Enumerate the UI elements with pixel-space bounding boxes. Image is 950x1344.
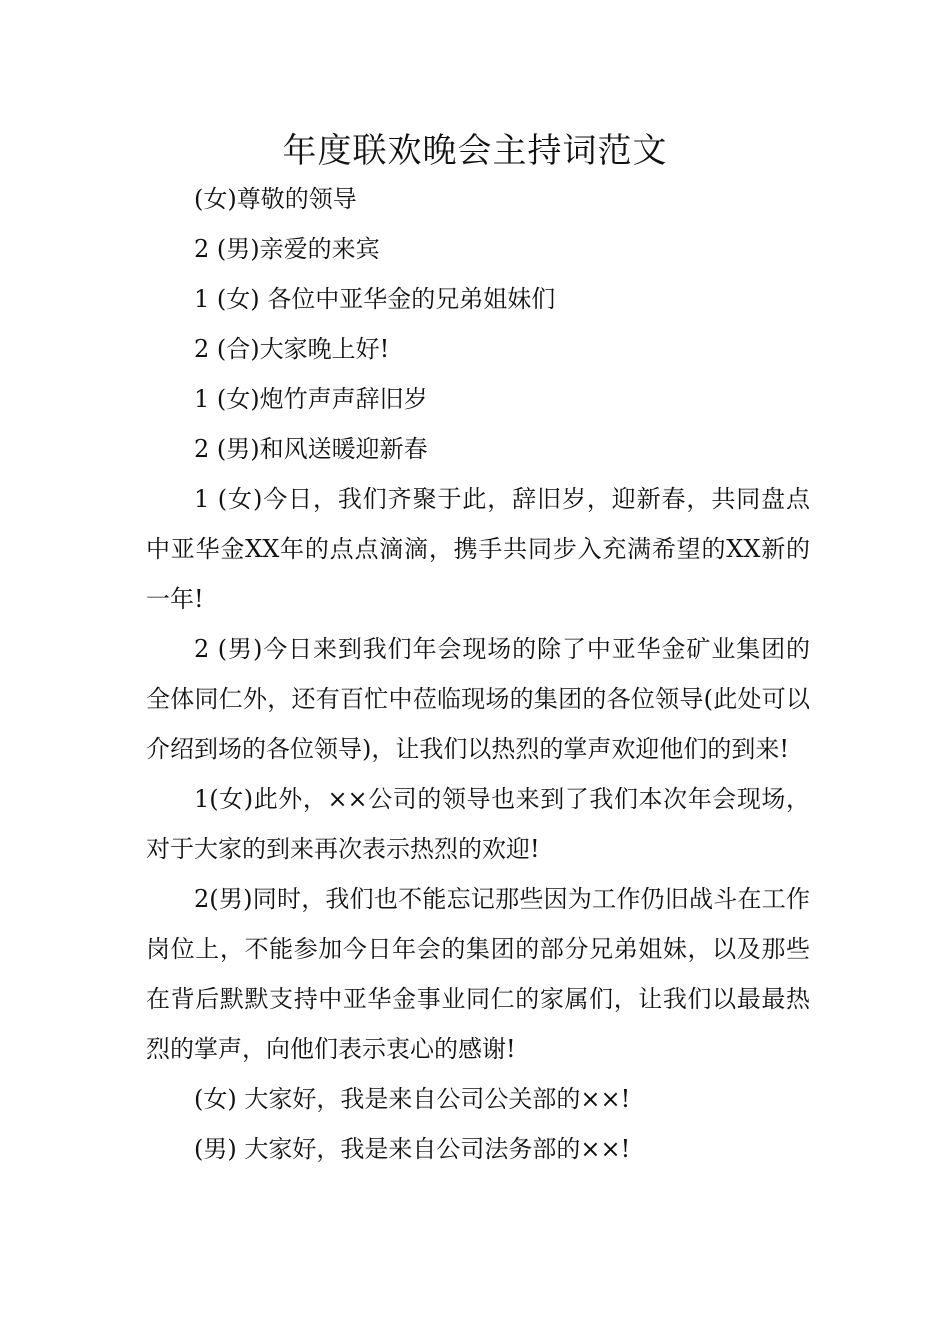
paragraph: 2(男)同时，我们也不能忘记那些因为工作仍旧战斗在工作岗位上，不能参加今日年会的集团的部分兄弟姐妹，以及那些在背后默默支持中亚华金事业同仁的家属们，让我们以最最热烈的掌声，向他们表示衷心的感谢! — [146, 885, 810, 1063]
paragraph: 1(女)此外，××公司的领导也来到了我们本次年会现场，对于大家的到来再次表示热烈的欢迎! — [146, 785, 810, 863]
document-title: 年度联欢晚会主持词范文 — [282, 131, 668, 171]
paragraph: 2 (男)亲爱的来宾 — [194, 235, 380, 263]
paragraph: 2 (合)大家晚上好! — [194, 335, 390, 363]
paragraph: (女) 大家好，我是来自公司公关部的××! — [194, 1085, 631, 1113]
paragraph: (男) 大家好，我是来自公司法务部的××! — [194, 1135, 631, 1163]
paragraph: 1 (女)今日，我们齐聚于此，辞旧岁，迎新春，共同盘点中亚华金XX年的点点滴滴，携手共同步入充满希望的XX新的一年! — [146, 485, 810, 613]
paragraph: 2 (男)和风送暖迎新春 — [194, 435, 428, 463]
paragraph: (女)尊敬的领导 — [194, 185, 357, 213]
paragraph: 1 (女)炮竹声声辞旧岁 — [194, 385, 428, 413]
paragraph: 1 (女) 各位中亚华金的兄弟姐妹们 — [194, 285, 556, 313]
paragraph: 2 (男)今日来到我们年会现场的除了中亚华金矿业集团的全体同仁外，还有百忙中莅临现场的集团的各位领导(此处可以介绍到场的各位领导)，让我们以热烈的掌声欢迎他们的到来! — [146, 635, 810, 763]
document-body — [146, 174, 810, 1174]
